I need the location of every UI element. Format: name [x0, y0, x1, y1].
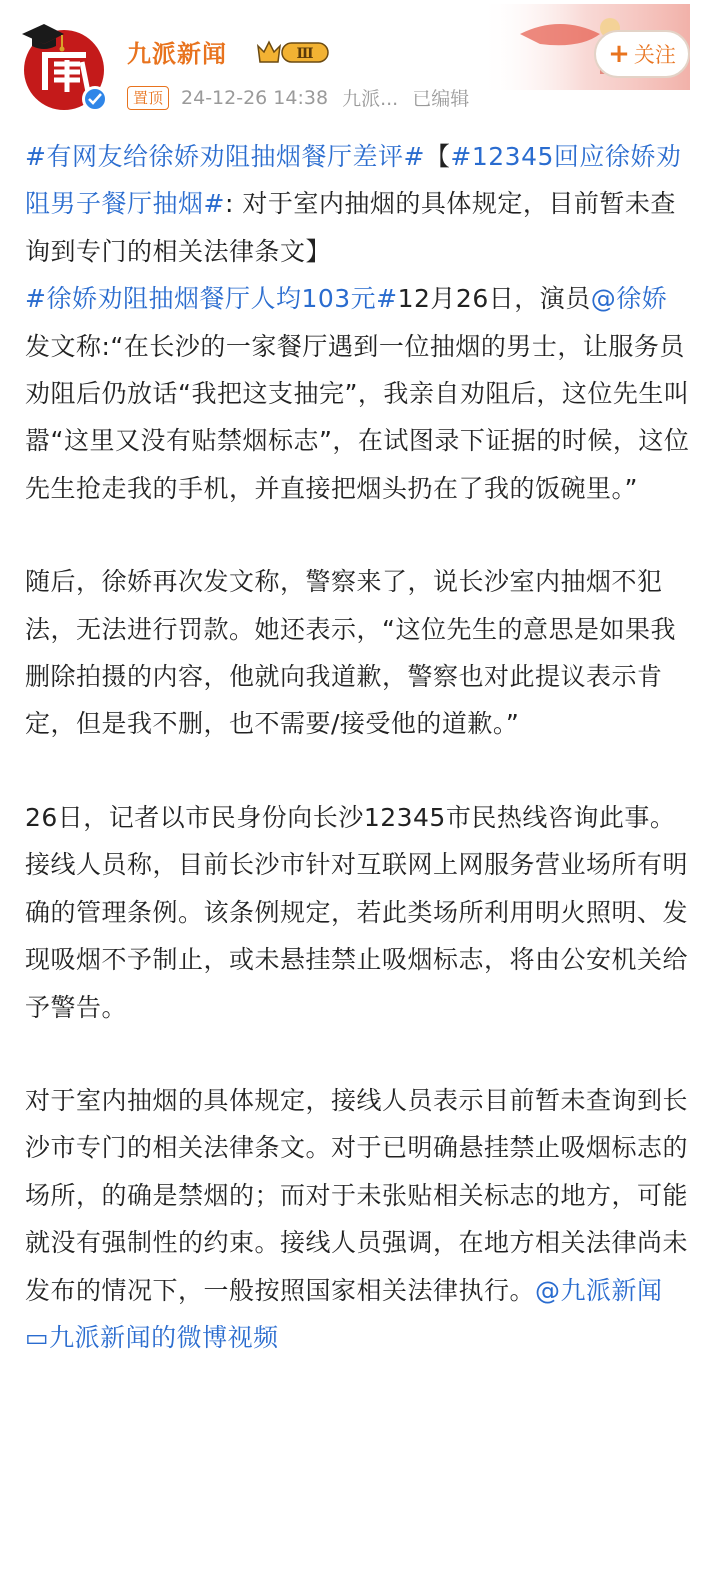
paragraph-2: 随后，徐娇再次发文称，警察来了，说长沙室内抽烟不犯法，无法进行罚款。她还表示，“这位先生的意思是如果我删除拍摄的内容，他就向我道歉，警察也对此提议表示肯定，但是我不删，也不需要/接受他的道歉。”: [25, 567, 676, 739]
post-header: [0, 0, 720, 122]
topic-tag[interactable]: #徐娇劝阻抽烟餐厅人均103元#: [25, 284, 398, 314]
author-avatar[interactable]: [24, 30, 104, 110]
bracket-text: : 对于室内抽烟的具体规定，目前暂未查询到专门的相关法律条文】: [25, 189, 676, 266]
follow-label: 关注: [633, 43, 676, 67]
video-link[interactable]: [25, 1323, 279, 1352]
paragraph-text: 12月26日，演员: [397, 284, 591, 314]
follow-button[interactable]: [594, 30, 690, 78]
pinned-badge: 置顶: [127, 86, 169, 110]
bracket-open: 【: [424, 142, 451, 171]
paragraph-text: 发文称:“在长沙的一家餐厅遇到一位抽烟的男士，让服务员劝阻后仍放话“我把这支抽完”，我亲自劝阻后，这位先生叫嚣“这里又没有贴禁烟标志”，在试图录下证据的时候，这位先生抢走我的手机，并直接把烟头扔在了我的饭碗里。”: [25, 331, 690, 503]
post-body: [25, 133, 695, 1361]
post-meta: [127, 84, 469, 111]
video-icon: ▭: [25, 1322, 50, 1352]
edited-label[interactable]: 已编辑: [412, 88, 470, 110]
graduation-cap-icon: [20, 18, 66, 58]
verified-badge-icon: [82, 86, 108, 112]
author-name[interactable]: 九派新闻: [127, 40, 227, 68]
paragraph-3: 26日，记者以市民身份向长沙12345市民热线咨询此事。接线人员称，目前长沙市针对互联网上网服务营业场所有明确的管理条例。该条例规定，若此类场所利用明火照明、发现吸烟不予制止，或未悬挂禁止吸烟标志，将由公安机关给予警告。: [25, 802, 689, 1022]
paragraph-4: [25, 1077, 695, 1361]
post-timestamp: 24-12-26 14:38: [181, 86, 329, 109]
plus-icon: +: [608, 39, 630, 69]
post-source: 九派...: [342, 88, 399, 110]
video-link-label: 九派新闻的微博视频: [49, 1322, 279, 1352]
mention-link[interactable]: @九派新闻: [535, 1275, 663, 1305]
vip-crown-badge-icon: [256, 38, 332, 66]
vip-level: Ⅲ: [296, 46, 314, 62]
topic-tag[interactable]: #有网友给徐娇劝阻抽烟餐厅差评#: [25, 142, 425, 171]
paragraph-1: [25, 133, 695, 512]
mention-link[interactable]: @徐娇: [590, 284, 668, 314]
topic-tag[interactable]: #12345回应徐娇劝阻男子餐厅抽烟#: [25, 142, 682, 219]
paragraph-text: 对于室内抽烟的具体规定，接线人员表示目前暂未查询到长沙市专门的相关法律条文。对于已明确悬挂禁止吸烟标志的场所，的确是禁烟的；而对于未张贴相关标志的地方，可能就没有强制性的约束。接线人员强调，在地方相关法律尚未发布的情况下，一般按照国家相关法律执行。: [25, 1085, 689, 1305]
